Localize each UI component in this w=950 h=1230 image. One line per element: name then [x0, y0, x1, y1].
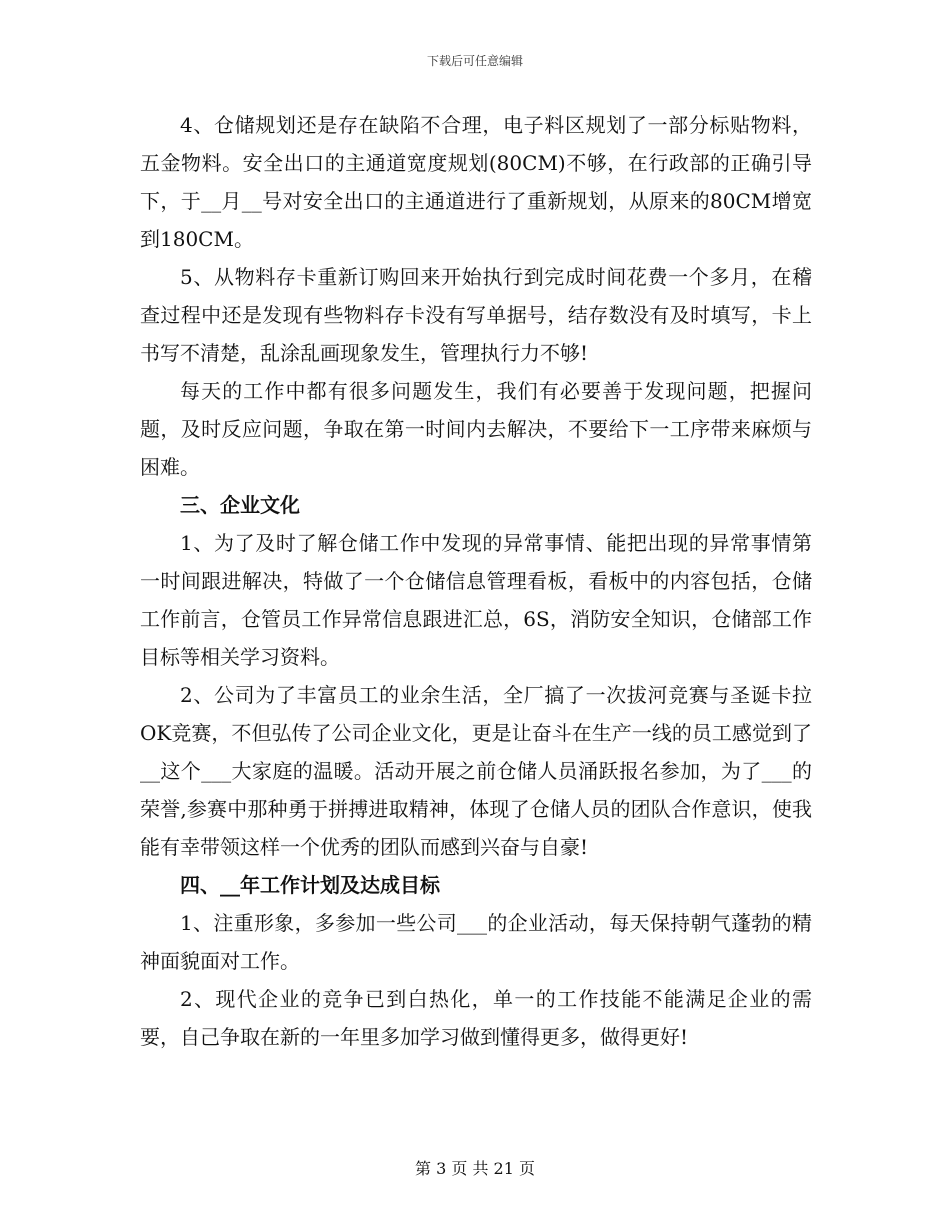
paragraph-item-4: 4、仓储规划还是存在缺陷不合理，电子料区规划了一部分标贴物料，五金物料。安全出口的主通道宽度规划(80CM)不够，在行政部的正确引导下，于__月__号对安全出口的主通道进行了重新规划，从原来的80CM增宽到180CM。 [140, 113, 812, 251]
page-footer: 第 3 页 共 21 页 [415, 1159, 535, 1178]
document-body [140, 106, 812, 1056]
section-heading-corporate-culture: 三、企业文化 [180, 493, 300, 517]
paragraph-culture-2: 2、公司为了丰富员工的业余生活，全厂搞了一次拔河竞赛与圣诞卡拉OK竞赛，不但弘传了公司企业文化，更是让奋斗在生产一线的员工感觉到了__这个___大家庭的温暖。活动开展之前仓储人员涌跃报名参加，为了___的荣誉,参赛中那种勇于拼搏进取精神，体现了仓储人员的团队合作意识，使我能有幸带领这样一个优秀的团队而感到兴奋与自豪! [140, 683, 812, 859]
page-header: 下载后可任意编辑 [426, 54, 523, 68]
section-heading-work-plan: 四、__年工作计划及达成目标 [180, 873, 440, 897]
paragraph-culture-1: 1、为了及时了解仓储工作中发现的异常事情、能把出现的异常事情第一时间跟进解决，特做了一个仓储信息管理看板，看板中的内容包括，仓储工作前言，仓管员工作异常信息跟进汇总，6S，消防安全知识，仓储部工作目标等相关学习资料。 [140, 531, 812, 669]
paragraph-item-5: 5、从物料存卡重新订购回来开始执行到完成时间花费一个多月，在稽查过程中还是发现有些物料存卡没有写单据号，结存数没有及时填写，卡上书写不清楚，乱涂乱画现象发生，管理执行力不够! [140, 265, 812, 365]
paragraph-goal-2: 2、现代企业的竞争已到白热化，单一的工作技能不能满足企业的需要，自己争取在新的一年里多加学习做到懂得更多，做得更好! [140, 987, 812, 1049]
paragraph-goal-1: 1、注重形象，多参加一些公司___的企业活动，每天保持朝气蓬勃的精神面貌面对工作。 [140, 911, 812, 973]
paragraph-daily-issues: 每天的工作中都有很多问题发生，我们有必要善于发现问题，把握问题，及时反应问题，争取在第一时间内去解决，不要给下一工序带来麻烦与困难。 [140, 379, 812, 479]
